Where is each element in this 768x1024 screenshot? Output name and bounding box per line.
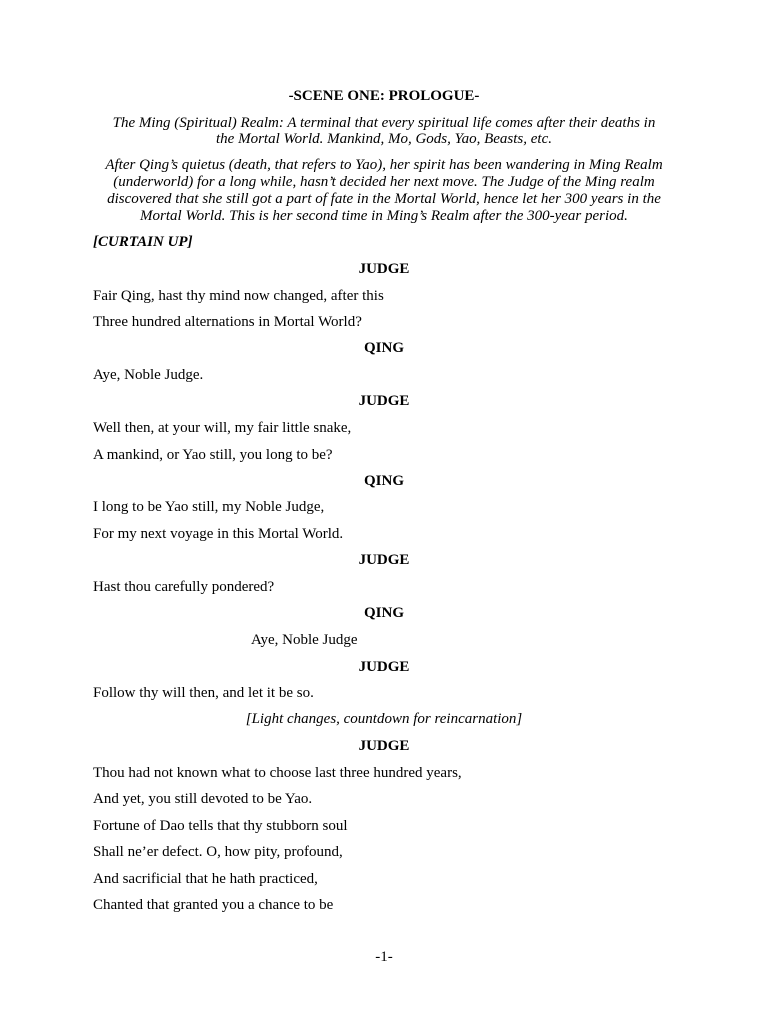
dialogue-line: Well then, at your will, my fair little snake,: [93, 420, 352, 436]
dialogue-line: Fortune of Dao tells that thy stubborn soul: [93, 818, 348, 834]
setting-paragraph-2-line-1: After Qing’s quietus (death, that refers to Yao), her spirit has been wandering in Ming Realm: [105, 157, 663, 173]
dialogue-line: Aye, Noble Judge.: [93, 367, 204, 383]
dialogue-line: Chanted that granted you a chance to be: [93, 897, 334, 913]
page-number: -1-: [375, 949, 393, 965]
dialogue-line: A mankind, or Yao still, you long to be?: [93, 447, 333, 463]
speaker-qing: QING: [363, 473, 404, 489]
setting-paragraph-1-line-1: The Ming (Spiritual) Realm: A terminal that every spiritual life comes after their deaths in: [112, 115, 656, 131]
dialogue-line: Follow thy will then, and let it be so.: [93, 685, 314, 701]
setting-paragraph-2-line-2: (underworld) for a long while, hasn’t decided her next move. The Judge of the Ming realm: [113, 174, 655, 190]
dialogue-line: And sacrificial that he hath practiced,: [93, 871, 318, 887]
setting-paragraph-2-line-4: Mortal World. This is her second time in Ming’s Realm after the 300-year period.: [140, 208, 628, 224]
dialogue-line: Shall ne’er defect. O, how pity, profound,: [93, 844, 343, 860]
scene-title: -SCENE ONE: PROLOGUE-: [288, 88, 480, 104]
speaker-judge: JUDGE: [358, 552, 410, 568]
setting-paragraph-1-line-2: the Mortal World. Mankind, Mo, Gods, Yao, Beasts, etc.: [216, 131, 552, 147]
dialogue-line: And yet, you still devoted to be Yao.: [93, 791, 313, 807]
dialogue-line: Thou had not known what to choose last three hundred years,: [93, 765, 462, 781]
dialogue-line: Aye, Noble Judge: [251, 632, 358, 648]
speaker-judge: JUDGE: [358, 393, 410, 409]
speaker-judge: JUDGE: [358, 659, 410, 675]
dialogue-line: Hast thou carefully pondered?: [93, 579, 275, 595]
dialogue-line: Fair Qing, hast thy mind now changed, after this: [93, 288, 384, 304]
setting-paragraph-2-line-3: discovered that she still got a part of fate in the Mortal World, hence let her 300 years in the: [107, 191, 661, 207]
speaker-judge: JUDGE: [358, 261, 410, 277]
stage-direction: [Light changes, countdown for reincarnation]: [245, 711, 523, 727]
speaker-qing: QING: [363, 340, 404, 356]
dialogue-line: I long to be Yao still, my Noble Judge,: [93, 499, 325, 515]
dialogue-line: Three hundred alternations in Mortal World?: [93, 314, 362, 330]
curtain-direction: [CURTAIN UP]: [93, 234, 193, 250]
speaker-judge: JUDGE: [358, 738, 410, 754]
speaker-qing: QING: [363, 605, 404, 621]
dialogue-line: For my next voyage in this Mortal World.: [93, 526, 344, 542]
